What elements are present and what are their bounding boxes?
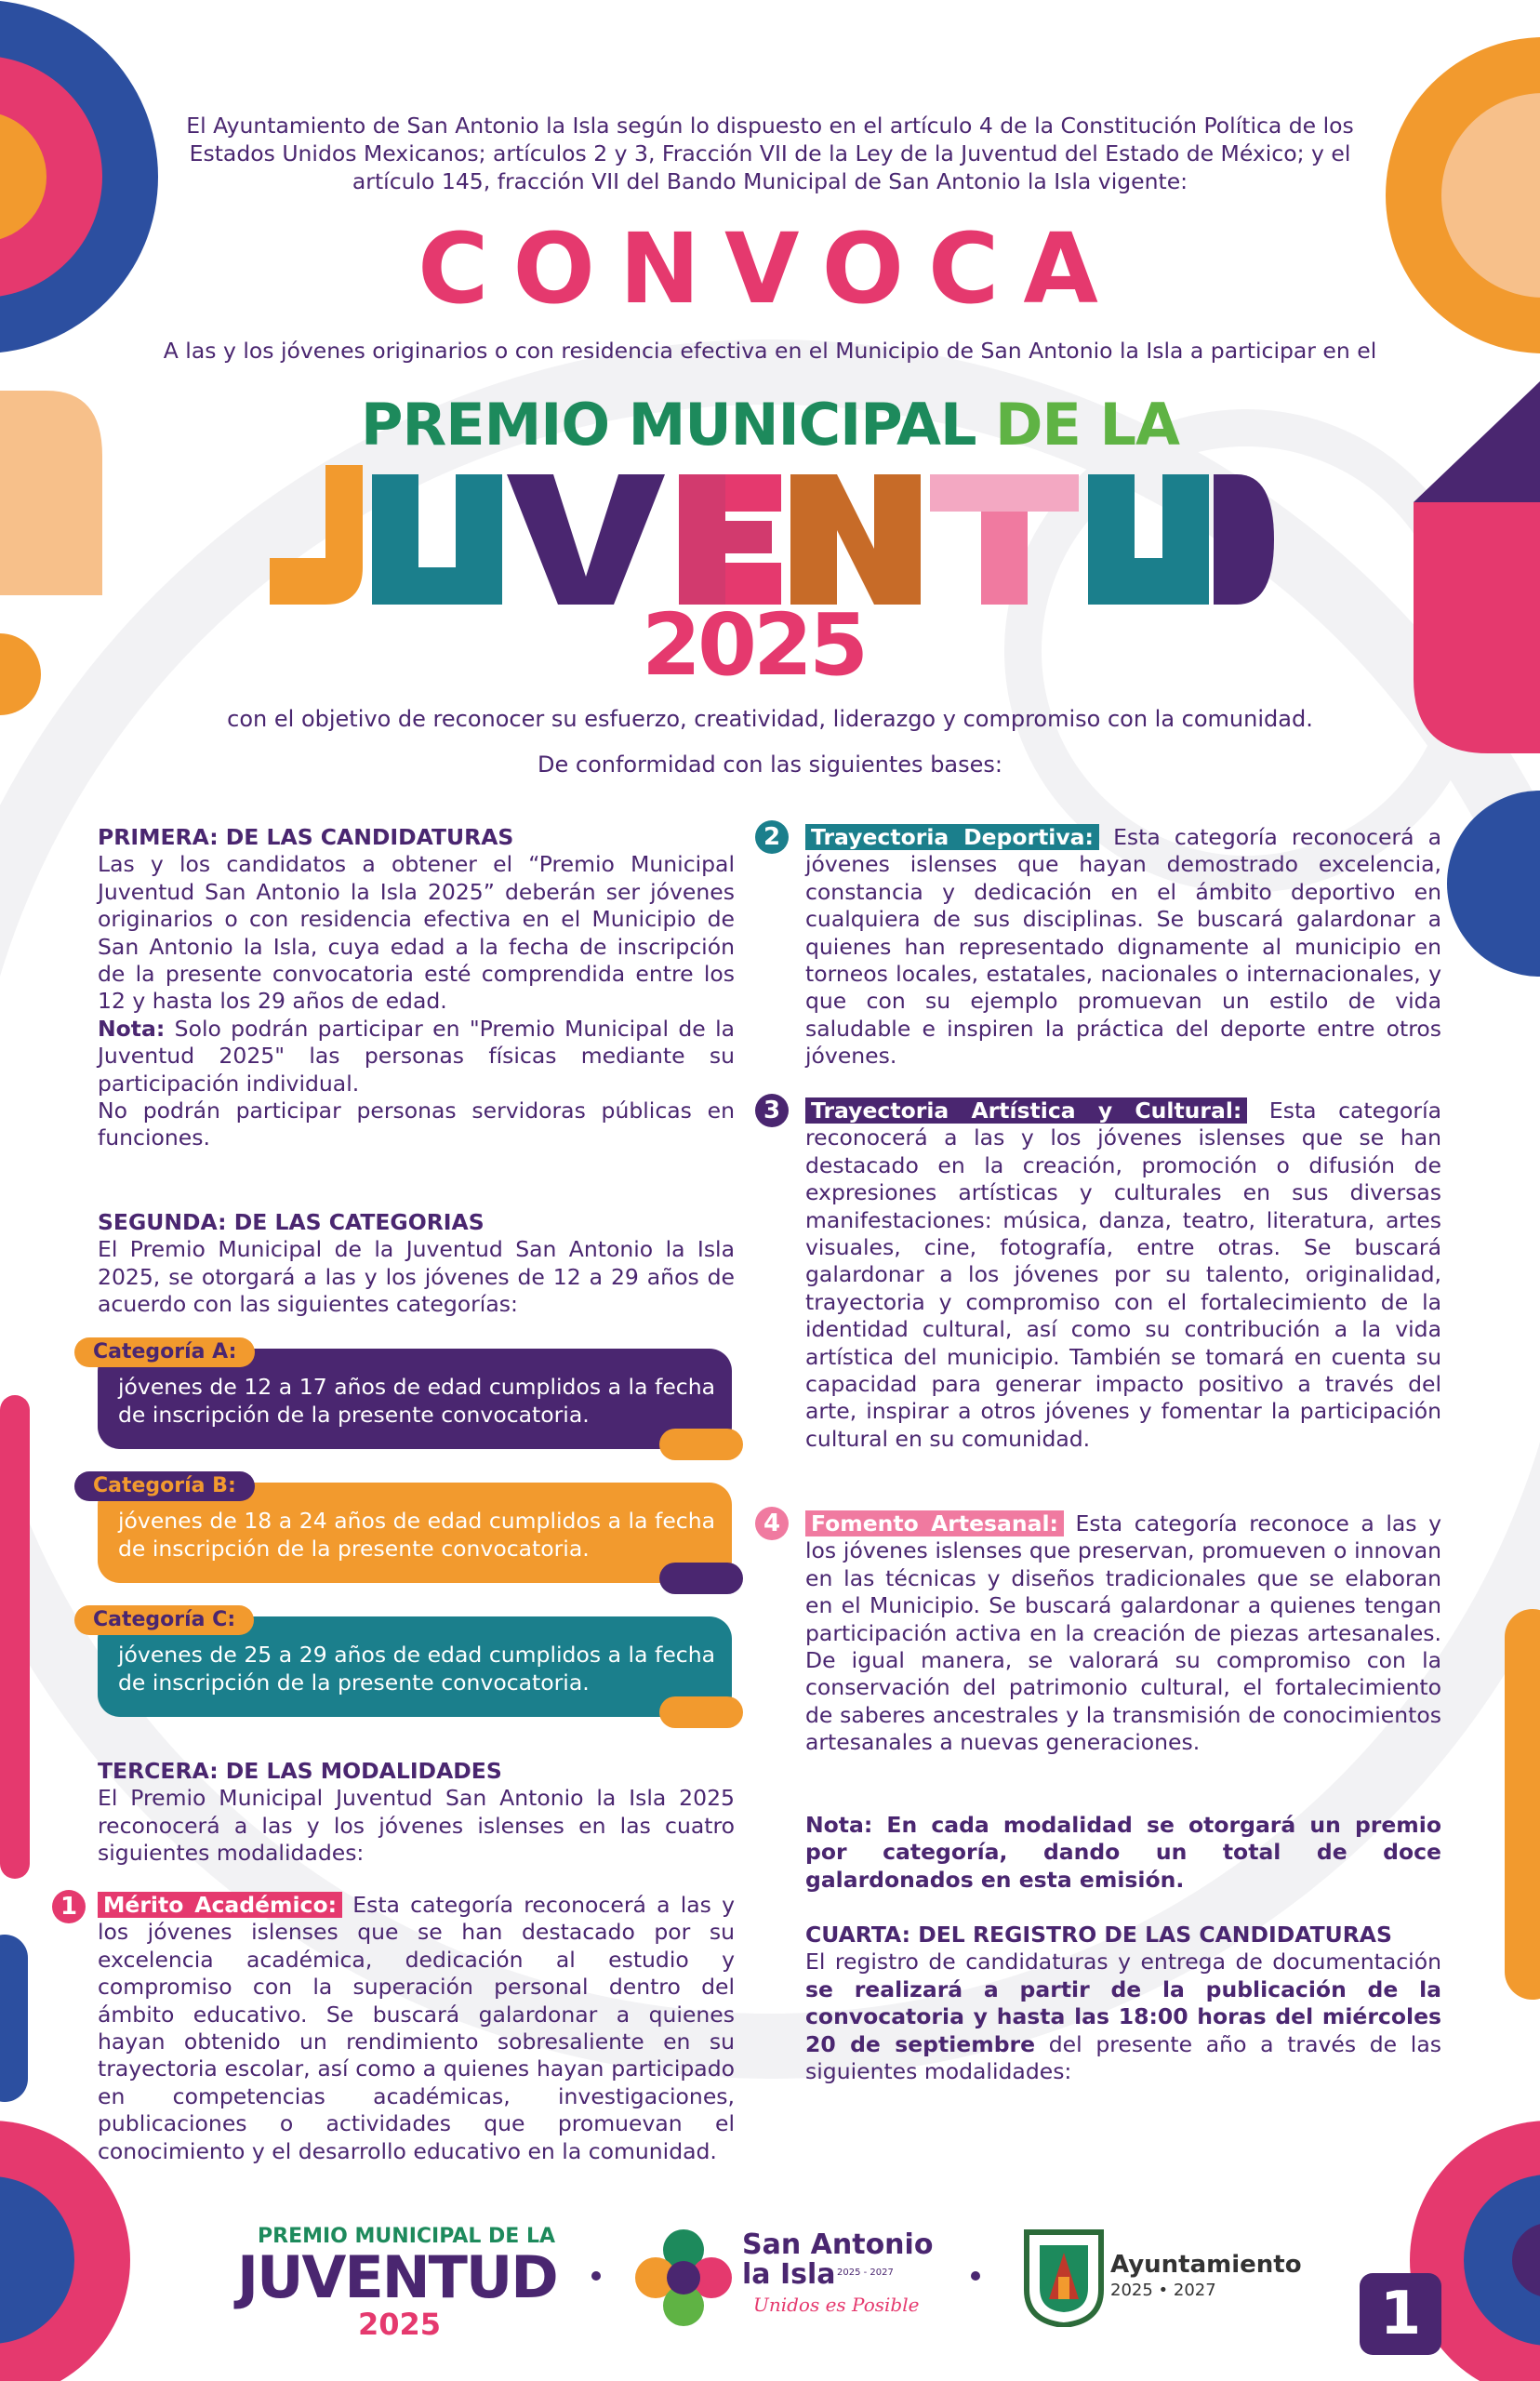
modalidad-1 [98,1892,735,2165]
primera-nota-text: Solo podrán participar en "Premio Municipal de la Juventud 2025" las personas físicas mediante su participación individual. [98,1015,735,1097]
primera-nota [98,1016,735,1097]
modalidad-1-title: Mérito Académico: [98,1892,342,1918]
category-b-label: Categoría B: [74,1471,255,1501]
modalidad-3 [805,1097,1441,1453]
tercera-body: El Premio Municipal Juventud San Antonio la Isla 2025 reconocerá a las y los jóvenes islenses en las cuatro siguientes modalidades: [98,1785,735,1867]
nota-final-text: Nota: En cada modalidad se otorgará un premio por categoría, dando un total de doce galardonados en esta emisión. [805,1812,1441,1893]
modalidad-1-text: Esta categoría reconocerá a las y los jóvenes islenses que se han destacado por su excelencia académica, dedicación al estudio y compromiso con la superación personal dentro del ámbito educativo. Se buscará galardonar a quienes hayan obtenido un rendimiento sobresaliente en su trayectoria escolar, así como a quienes hayan participado en competencias académicas, investigaciones, publicaciones o actividades que promuevan el conocimiento y el desarrollo educativo en la comunidad. [98,1892,735,2164]
title-year: 2025 [642,595,866,695]
premio-title-main: PREMIO MUNICIPAL [361,391,976,459]
cuarta-bold: se realizará a partir de la publicación de la convocatoria y hasta las 18:00 horas del miércoles 20 de septiembre [805,1975,1441,2057]
primera-heading: PRIMERA: DE LAS CANDIDATURAS [98,824,514,850]
modalidad-2-text: Esta categoría reconocerá a jóvenes islenses que hayan demostrado excelencia, constancia y dedicación en el ámbito deportivo en cualquiera de sus disciplinas. Se buscará galardonar a quienes han representado dignamente al municipio en torneos locales, estatales, nacionales o internacionales, y que con su ejemplo promuevan un estilo de vida saludable e inspiren la práctica del deporte entre otros jóvenes. [805,824,1441,1070]
segunda-body: El Premio Municipal de la Juventud San Antonio la Isla 2025, se otorgará a las y los jóvenes de 12 a 29 años de acuerdo con las siguientes categorías: [98,1236,735,1318]
primera-nota-label: Nota: [98,1015,166,1042]
modalidad-2-number: 2 [755,820,789,854]
modalidad-3-title: Trayectoria Artística y Cultural: [805,1097,1247,1124]
nota-final [805,1812,1441,1894]
category-b-text: jóvenes de 18 a 24 años de edad cumplidos a la fecha de inscripción de la presente convocatoria. [98,1483,732,1583]
category-c-label: Categoría C: [74,1605,254,1635]
san-antonio-logo [632,2225,949,2346]
tercera-heading: TERCERA: DE LAS MODALIDADES [98,1758,502,1784]
category-c-text: jóvenes de 25 a 29 años de edad cumplidos a la fecha de inscripción de la presente convocatoria. [98,1616,732,1717]
modalidad-1-number: 1 [52,1890,86,1923]
modalidad-2-title: Trayectoria Deportiva: [805,824,1099,850]
modalidad-2 [805,824,1441,1071]
convoca-heading: CONVOCA [418,212,1122,326]
category-a-label: Categoría A: [74,1337,255,1367]
segunda-heading: SEGUNDA: DE LAS CATEGORIAS [98,1209,485,1235]
logo3-name: Ayuntamiento [1110,2251,1302,2279]
category-c-accent [659,1696,743,1728]
primera-section [98,824,735,1152]
intro-text: El Ayuntamiento de San Antonio la Isla según lo dispuesto en el artículo 4 de la Constitución Política de los Estados Unidos Mexicanos; artículos 2 y 3, Fracción VII de la Ley de la Juventud del Estado de México; y el artículo 145, fracción VII del Bando Municipal de San Antonio la Isla vigente: [186,113,1354,194]
logo2-slogan: Unidos es Posible [753,2294,920,2316]
ayuntamiento-logo [1021,2225,1319,2346]
modalidad-4-title: Fomento Artesanal: [805,1510,1064,1536]
segunda-section [98,1209,735,1319]
primera-extra: No podrán participar personas servidoras públicas en funciones. [98,1097,735,1151]
modalidad-4 [805,1510,1441,1757]
logo2-years: 2025 - 2027 [837,2268,894,2278]
logo3-years: 2025 • 2027 [1110,2281,1216,2300]
modalidad-4-number: 4 [755,1507,789,1540]
logo2-name2: la Isla [742,2258,836,2291]
category-a-accent [659,1429,743,1460]
tercera-section [98,1758,735,1868]
logo2-name1: San Antonio [742,2228,934,2261]
invite-text: A las y los jóvenes originarios o con residencia efectiva en el Municipio de San Antonio la Isla a participar en el [163,338,1377,364]
bases-text: De conformidad con las siguientes bases: [538,752,1002,778]
primera-body: Las y los candidatos a obtener el “Premio Municipal Juventud San Antonio la Isla 2025” deberán ser jóvenes originarios o con residencia efectiva en el Municipio de San Antonio la Isla, cuya edad a la fecha de inscripción de la presente convocatoria esté comprendida entre los 12 y hasta los 29 años de edad. [98,851,735,1015]
modalidad-4-text: Esta categoría reconoce a las y los jóvenes islenses que preservan, promueven o innovan en las técnicas y diseños tradicionales que se elaboran en el Municipio. Se buscará galardonar a quienes tengan participación activa en la creación de piezas artesanales. De igual manera, se valorará su compromiso con la conservación del patrimonio cultural, el fortalecimiento de saberes ancestrales y la transmisión de conocimientos artesanales a nuevas generaciones. [805,1510,1441,1756]
modalidad-3-text: Esta categoría reconocerá a las y los jóvenes islenses que se han destacado en la creación, promoción o difusión de expresiones artísticas y culturales en sus diversas manifestaciones: música, danza, teatro, literatura, artes visuales, cine, fotografía, entre otras. Se buscará galardonar a los jóvenes por su talento, originalidad, trayectoria y compromiso con el fortalecimiento de la identidad cultural, así como su contribución a la vida artística del municipio. También se tomará en cuenta su capacidad para generar impacto positivo a través del arte, inspirar a otros jóvenes y fomentar la participación cultural en su comunidad. [805,1097,1441,1452]
premio-title-dela: DE LA [995,391,1179,459]
category-a-text: jóvenes de 12 a 17 años de edad cumplidos a la fecha de inscripción de la presente convocatoria. [98,1349,732,1449]
ayuntamiento-shield-icon [1021,2225,1107,2327]
cuarta-pre: El registro de candidaturas y entrega de documentación [805,1949,1441,1975]
page-number: 1 [1360,2273,1441,2355]
footer-separator [591,2271,601,2281]
footer-separator-2 [971,2271,980,2281]
logo1-line1: PREMIO MUNICIPAL DE LA [258,2225,556,2248]
logo1-year: 2025 [358,2307,442,2342]
cuarta-section [805,1922,1441,2085]
category-b-accent [659,1563,743,1594]
logo1-word: JUVENTUD [237,2243,557,2311]
san-antonio-emblem [632,2227,735,2329]
modalidad-3-number: 3 [755,1094,789,1127]
juventud-wordmark [270,465,1274,605]
premio-juventud-logo [237,2225,572,2346]
objective-text: con el objetivo de reconocer su esfuerzo, creatividad, liderazgo y compromiso con la comunidad. [227,706,1313,732]
cuarta-heading: CUARTA: DEL REGISTRO DE LAS CANDIDATURAS [805,1922,1392,1948]
premio-title [0,391,1540,459]
cuarta-post: del presente año a través de las siguientes modalidades: [805,2030,1441,2085]
